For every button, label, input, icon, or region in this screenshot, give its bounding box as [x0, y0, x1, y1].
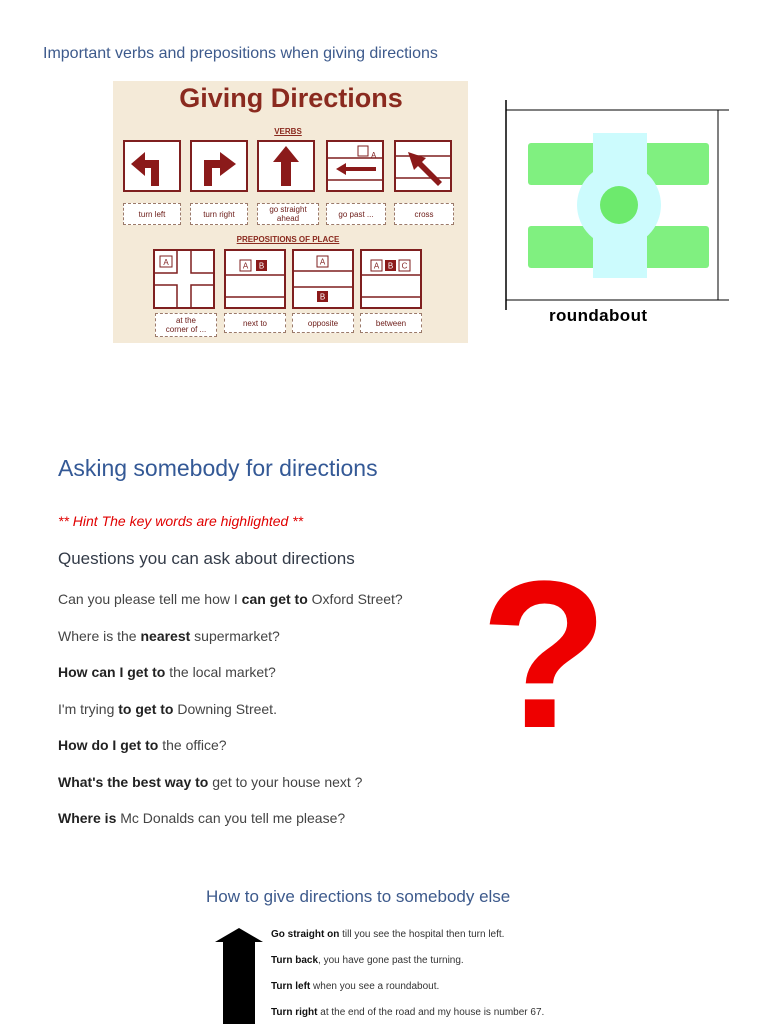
- prep-label-between: between: [360, 313, 422, 333]
- key-words: nearest: [140, 628, 191, 644]
- turn-right-icon: [190, 140, 248, 192]
- text-segment: supermarket?: [190, 628, 280, 644]
- go-past-box-letter: A: [371, 151, 377, 160]
- poster-title: Giving Directions: [179, 83, 403, 113]
- text-segment: the local market?: [165, 664, 276, 680]
- direction-line-1: [271, 929, 504, 940]
- turn-left-icon: [123, 140, 181, 192]
- question-3: [58, 664, 276, 680]
- question-7: [58, 810, 345, 826]
- key-words: What's the best way to: [58, 774, 209, 790]
- key-words: Turn right: [271, 1007, 318, 1018]
- key-words: Where is: [58, 810, 117, 826]
- key-words: Turn left: [271, 981, 311, 992]
- text-segment: till you see the hospital then turn left.: [339, 929, 505, 940]
- go-past-icon: [326, 140, 384, 192]
- question-mark-graphic: ?: [480, 537, 609, 772]
- key-words: can get to: [241, 591, 308, 607]
- text-segment: the office?: [158, 737, 227, 753]
- key-words: Turn back: [271, 955, 319, 966]
- text-segment: , you have gone past the turning.: [318, 955, 464, 966]
- between-icon: [360, 249, 422, 309]
- svg-text:A: A: [373, 261, 380, 271]
- verbs-heading: VERBS: [274, 127, 302, 136]
- key-words: How do I get to: [58, 737, 159, 753]
- roundabout-island: [600, 186, 638, 224]
- verb-label-cross: cross: [394, 203, 454, 225]
- direction-line-2: [271, 955, 464, 966]
- text-segment: Mc Donalds can you tell me please?: [116, 810, 346, 826]
- question-1: [58, 591, 403, 607]
- text-segment: I'm trying: [58, 701, 119, 717]
- hint-text: ** Hint The key words are highlighted **: [58, 513, 304, 529]
- svg-text:A: A: [163, 258, 169, 267]
- text-segment: get to your house next ?: [208, 774, 363, 790]
- giving-directions-poster: [113, 81, 468, 343]
- verb-label-turn-left: turn left: [123, 203, 181, 225]
- svg-text:C: C: [401, 261, 408, 271]
- opposite-icon: [292, 249, 354, 309]
- question-5: [58, 737, 227, 753]
- straight-ahead-icon: [257, 140, 315, 192]
- prep-label-opposite: opposite: [292, 313, 354, 333]
- verb-label-turn-right: turn right: [190, 203, 248, 225]
- next-to-icon: [224, 249, 286, 309]
- svg-text:B: B: [319, 292, 326, 302]
- question-4: [58, 701, 277, 717]
- text-segment: at the end of the road and my house is number 67.: [317, 1007, 545, 1018]
- straight-arrow-icon: [213, 926, 265, 1024]
- corner-of-icon: [153, 249, 215, 309]
- verb-label-go-straight: go straight ahead: [257, 203, 319, 225]
- question-2: [58, 628, 280, 644]
- text-segment: Oxford Street?: [307, 591, 403, 607]
- text-segment: Where is the: [58, 628, 141, 644]
- direction-line-4: [271, 1007, 544, 1018]
- key-words: to get to: [118, 701, 174, 717]
- svg-text:A: A: [242, 261, 249, 271]
- roundabout-diagram: [505, 100, 730, 310]
- key-words: How can I get to: [58, 664, 166, 680]
- svg-text:A: A: [319, 257, 326, 267]
- cross-icon: [394, 140, 452, 192]
- prep-label-corner: at the corner of ...: [155, 313, 217, 337]
- questions-subheading: Questions you can ask about directions: [58, 549, 355, 568]
- asking-heading: Asking somebody for directions: [58, 455, 378, 481]
- text-segment: Downing Street.: [173, 701, 277, 717]
- svg-text:B: B: [258, 261, 265, 271]
- prep-label-next-to: next to: [224, 313, 286, 333]
- prepositions-heading: PREPOSITIONS OF PLACE: [236, 235, 340, 244]
- intro-heading: Important verbs and prepositions when giving directions: [43, 45, 438, 62]
- svg-text:B: B: [387, 261, 394, 271]
- giving-heading: How to give directions to somebody else: [206, 887, 511, 906]
- question-6: [58, 774, 362, 790]
- key-words: Go straight on: [271, 929, 340, 940]
- roundabout-label: roundabout: [549, 306, 648, 325]
- verb-label-go-past: go past ...: [326, 203, 386, 225]
- text-segment: when you see a roundabout.: [310, 981, 440, 992]
- direction-line-3: [271, 981, 439, 992]
- text-segment: Can you please tell me how I: [58, 591, 242, 607]
